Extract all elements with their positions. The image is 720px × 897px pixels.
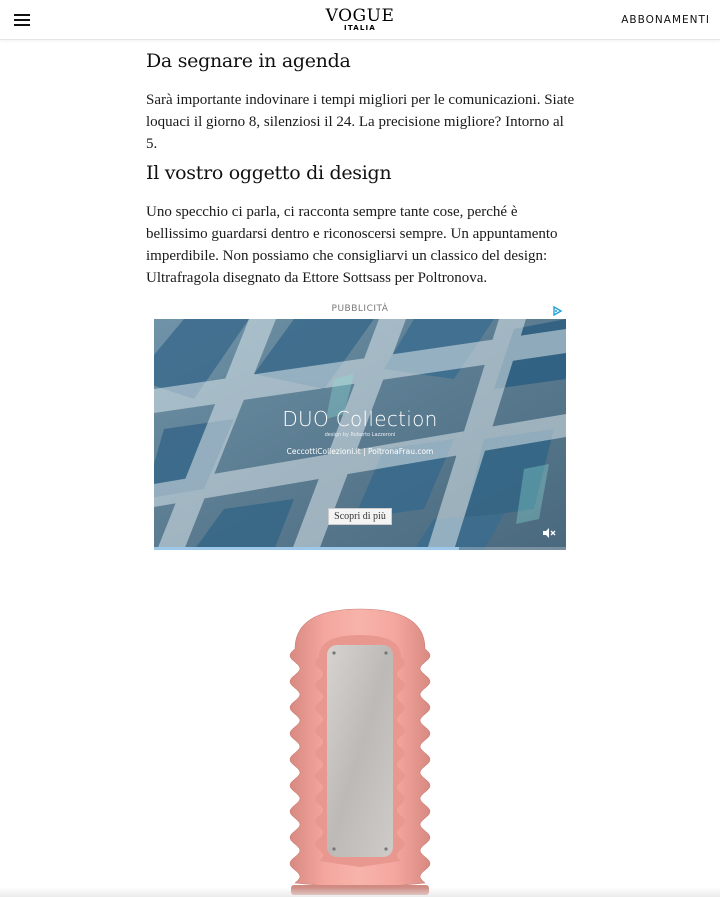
section-paragraph-agenda: Sarà importante indovinare i tempi migliori per le comunicazioni. Siate loquaci il giorno 8, silenziosi il 24. La precisione migliore? Intorno al 5.: [146, 92, 575, 152]
hamburger-menu-icon[interactable]: [14, 14, 30, 26]
ad-websites: CeccottiCollezioni.it | PoltronaFrau.com: [286, 447, 434, 456]
ad-title: DUO Collection: [282, 407, 438, 431]
ad-credit: design by Roberto Lazzeroni: [324, 432, 396, 438]
ad-learn-more-button[interactable]: Scopri di più: [328, 508, 392, 525]
section-paragraph-design: Uno specchio ci parla, ci racconta sempre tante cose, perché è bellissimo guardarsi dentro e riconoscersi sempre. Un appuntamento imperdibile. Non possiamo che consigliarvi un classico del design: Ultrafragola disegnato da Ettore Sottsass per Poltronova.: [146, 204, 558, 286]
logo-subtitle: ITALIA: [344, 24, 376, 32]
adchoices-icon[interactable]: [551, 305, 563, 317]
subscribe-link[interactable]: ABBONAMENTI: [621, 14, 710, 26]
mute-icon[interactable]: [542, 527, 556, 539]
bottom-fade: [0, 887, 720, 897]
vogue-italia-logo[interactable]: [326, 8, 395, 33]
video-ad-player[interactable]: [154, 319, 566, 550]
ultrafragola-mirror-image: [285, 605, 435, 897]
logo-wordmark: VOGUE: [325, 6, 395, 26]
ad-label: PUBBLICITÀ: [331, 304, 389, 314]
top-navigation-bar: [0, 0, 720, 40]
ad-progress-track[interactable]: [154, 547, 566, 550]
ad-progress-fill: [154, 547, 459, 550]
section-heading-agenda: Da segnare in agenda: [146, 50, 351, 72]
section-heading-design: Il vostro oggetto di design: [146, 162, 392, 184]
